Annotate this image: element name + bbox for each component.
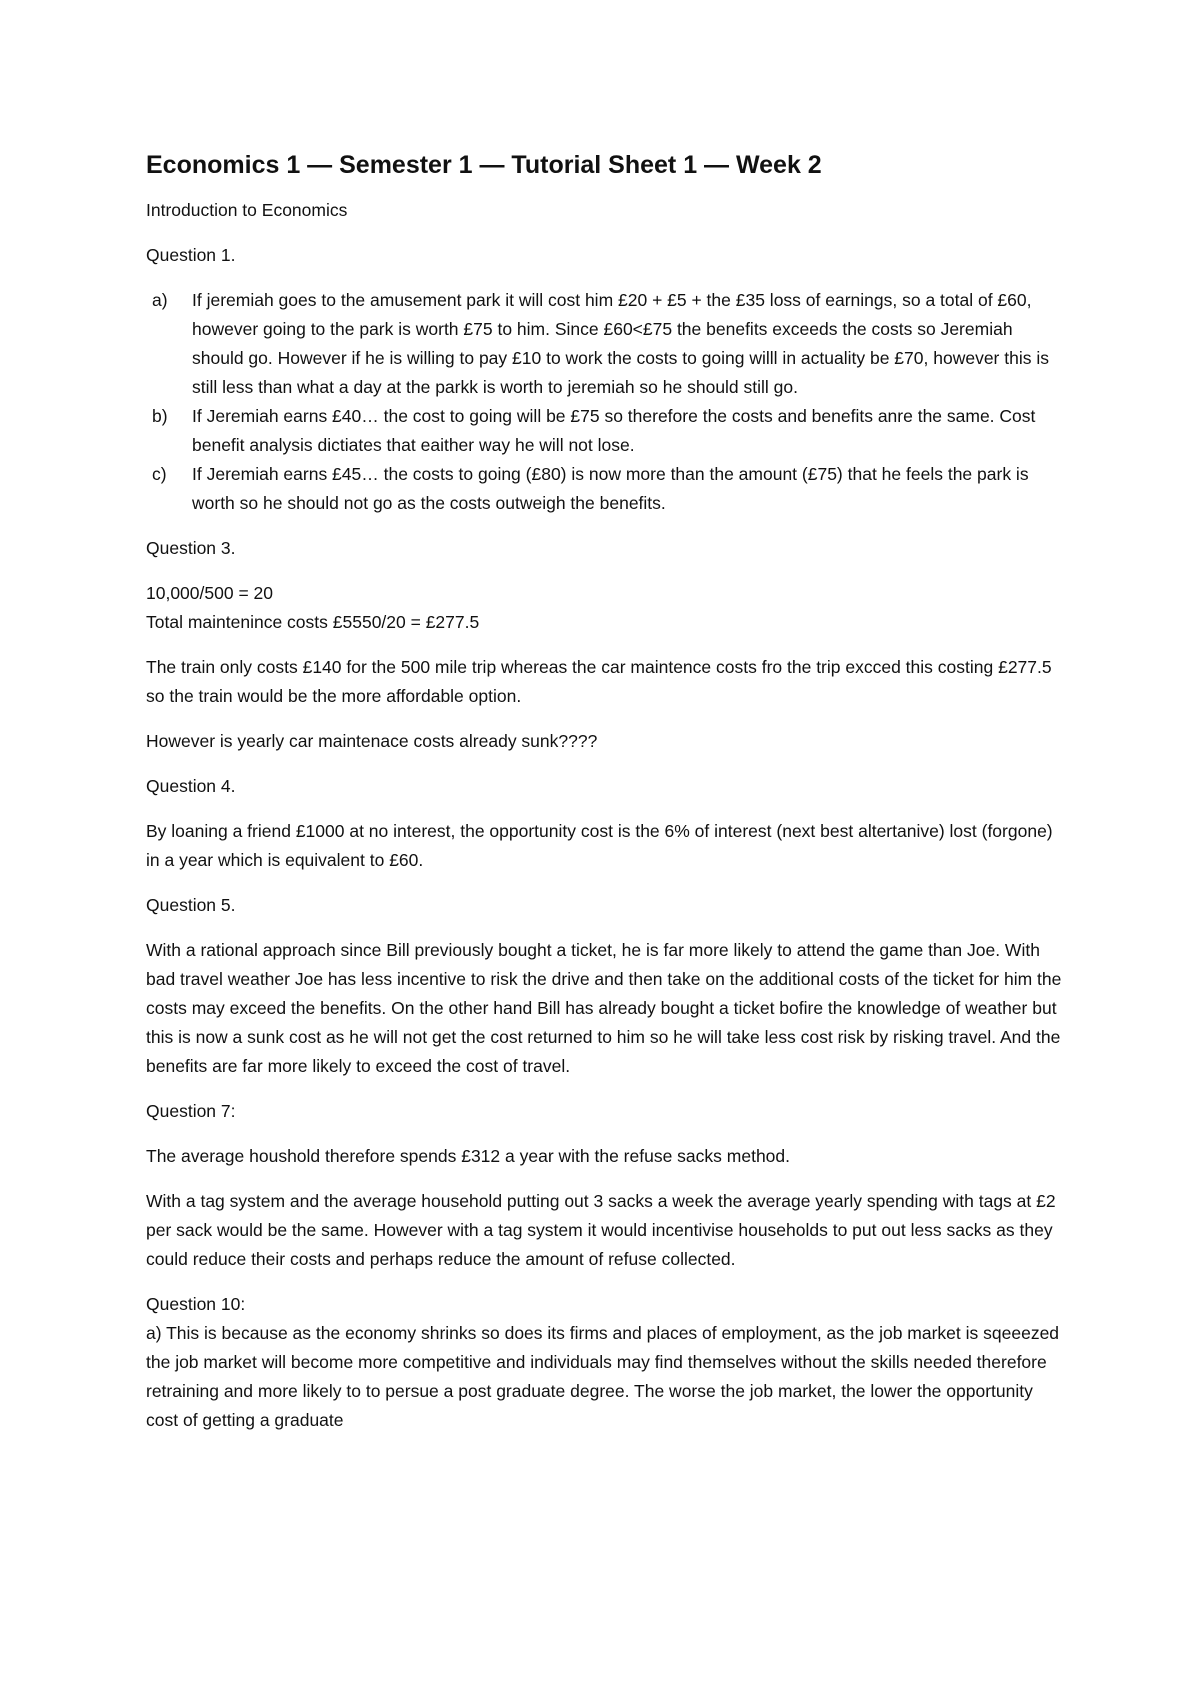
question-7-section — [146, 1097, 1066, 1274]
document-page — [146, 148, 1066, 1451]
document-title: Economics 1 — Semester 1 — Tutorial Sheet 1 — Week 2 — [146, 151, 822, 179]
list-item-text: If jeremiah goes to the amusement park it will cost him £20 + £5 + the £35 loss of earnings, so a total of £60, however going to the park is worth £75 to him. Since £60<£75 the benefits exceeds the costs so Jeremiah should go. However if he is willing to pay £10 to work the costs to going willl in actuality be £70, however this is still less than what a day at the parkk is worth to jeremiah so he should still go. — [192, 290, 1049, 397]
list-item — [146, 460, 1066, 518]
question-10-section — [146, 1290, 1066, 1435]
question-3-section — [146, 534, 1066, 756]
document-subtitle: Introduction to Economics — [146, 200, 348, 220]
question-10-heading: Question 10: — [146, 1294, 246, 1314]
list-marker: a) — [152, 290, 168, 310]
list-item — [146, 286, 1066, 402]
list-item-text: If Jeremiah earns £45… the costs to going (£80) is now more than the amount (£75) that he feels the park is worth so he should not go as the costs outweigh the benefits. — [192, 464, 1029, 513]
list-marker: b) — [152, 406, 168, 426]
question-10-paragraph: a) This is because as the economy shrinks so does its firms and places of employment, as the job market is sqeeezed the job market will become more competitive and individuals may find themselves without the skills needed therefore retraining and more likely to to persue a post graduate degree. The worse the job market, the lower the opportunity cost of getting a graduate — [146, 1323, 1060, 1430]
question-5-section — [146, 891, 1066, 1081]
question-5-heading: Question 5. — [146, 895, 236, 915]
list-item — [146, 402, 1066, 460]
question-1-heading: Question 1. — [146, 245, 236, 265]
question-4-heading: Question 4. — [146, 776, 236, 796]
calculation-line: 10,000/500 = 20 — [146, 583, 273, 603]
question-5-paragraph: With a rational approach since Bill previously bought a ticket, he is far more likely to attend the game than Joe. With bad travel weather Joe has less incentive to risk the drive and then take on the additional costs of the ticket for him the costs may exceed the benefits. On the other hand Bill has already bought a ticket bofire the knowledge of weather but this is now a sunk cost as he will not get the cost returned to him so he will take less cost risk by risking travel. And the benefits are far more likely to exceed the cost of travel. — [146, 940, 1062, 1076]
question-3-calculation — [146, 579, 1066, 637]
list-marker: c) — [152, 464, 167, 484]
question-7-paragraph: With a tag system and the average household putting out 3 sacks a week the average yearly spending with tags at £2 per sack would be the same. However with a tag system it would incentivise households to put out less sacks as they could reduce their costs and perhaps reduce the amount of refuse collected. — [146, 1191, 1056, 1269]
question-3-paragraph: The train only costs £140 for the 500 mile trip whereas the car maintence costs fro the trip excced this costing £277.5 so the train would be the more affordable option. — [146, 657, 1052, 706]
question-1-answer-list — [146, 286, 1066, 518]
question-7-paragraph: The average houshold therefore spends £312 a year with the refuse sacks method. — [146, 1146, 791, 1166]
question-4-section — [146, 772, 1066, 875]
question-7-heading: Question 7: — [146, 1101, 236, 1121]
question-3-paragraph: However is yearly car maintenace costs already sunk???? — [146, 731, 598, 751]
question-4-paragraph: By loaning a friend £1000 at no interest, the opportunity cost is the 6% of interest (next best altertanive) lost (forgone) in a year which is equivalent to £60. — [146, 821, 1053, 870]
calculation-line: Total maintenince costs £5550/20 = £277.5 — [146, 612, 480, 632]
question-1-section — [146, 241, 1066, 518]
question-3-heading: Question 3. — [146, 538, 236, 558]
list-item-text: If Jeremiah earns £40… the cost to going will be £75 so therefore the costs and benefits anre the same. Cost benefit analysis dictiates that eaither way he will not lose. — [192, 406, 1036, 455]
